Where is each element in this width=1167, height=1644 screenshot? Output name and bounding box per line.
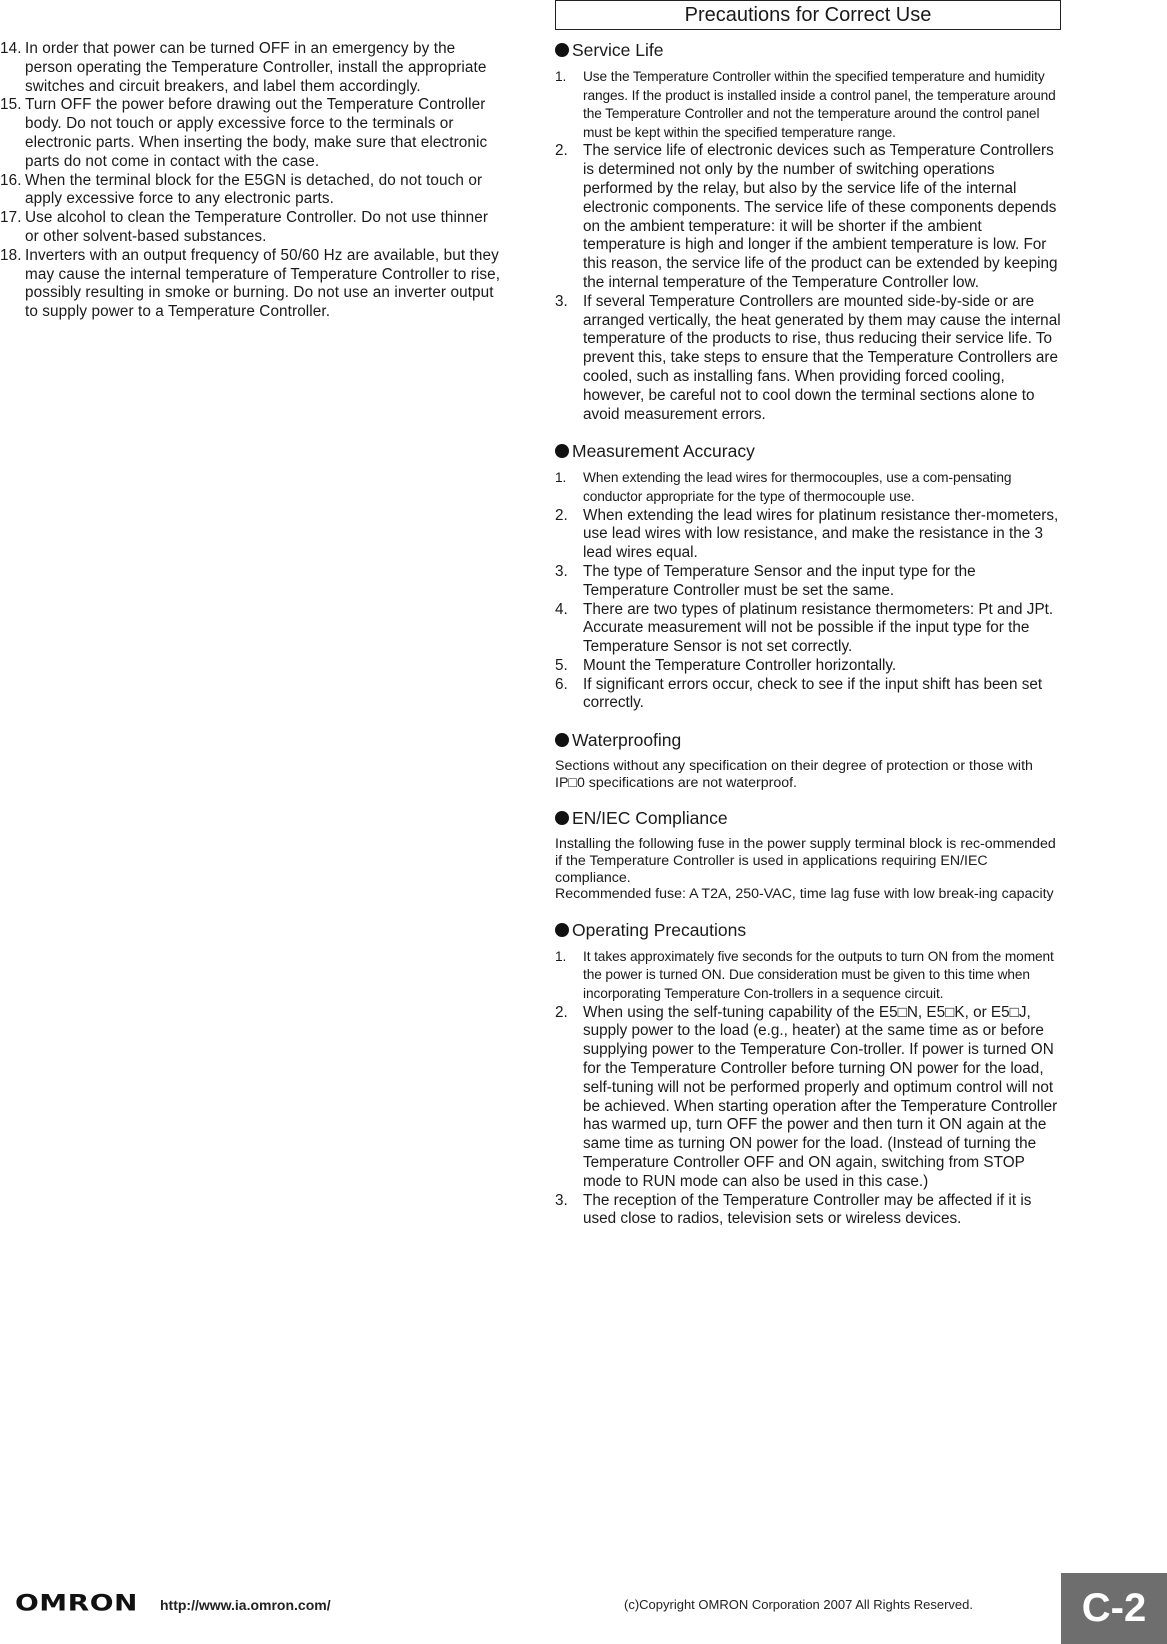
en-iec-section [555,807,1061,902]
item-text: The type of Temperature Sensor and the input type for the Temperature Controller must be set the same. [583,562,976,599]
item-text: When the terminal block for the E5GN is detached, do not touch or apply excessive force to any electronic parts. [25,171,483,208]
section-header-box [555,0,1061,30]
list-item [555,601,1061,657]
right-column [555,0,1061,1229]
service-life-list [555,68,1061,424]
item-text: Mount the Temperature Controller horizontally. [583,656,897,674]
list-item [555,1192,1061,1230]
section-heading [555,729,1061,751]
item-number: 2. [555,1003,568,1021]
item-number: 3. [555,292,568,310]
item-text: Use the Temperature Controller within the specified temperature and humidity ranges. If the product is installed inside a control panel, the temperature around the Temperature Controller and not the temperature around the control panel must be kept within the specified temperature range. [583,69,1056,140]
footer-url-link[interactable]: http://www.ia.omron.com/ [160,1597,331,1613]
list-item [0,96,502,171]
bullet-icon [555,811,569,825]
list-item [555,507,1061,563]
item-text: The service life of electronic devices such as Temperature Controllers is determined not only by the number of switching operations performed by the relay, but also by the service life of the internal electronic components. The service life of these components depends on the ambient temperature: it will be shorter if the ambient temperature is high and longer if the ambient temperature is low. For this reason, the service life of the product can be extended by keeping the internal temperature of the Temperature Controller low. [583,142,1058,291]
item-text: If several Temperature Controllers are mounted side-by-side or are arranged vertically, the heat generated by them may cause the internal temperature of the products to rise, thus reducing their service life. To prevent this, take steps to ensure that the Temperature Controllers are cooled, such as installing fans. When providing forced cooling, however, be careful not to cool down the terminal sections alone to avoid measurement errors. [583,292,1061,423]
bullet-icon [555,733,569,747]
item-number: 2. [555,506,568,524]
item-number: 15. [0,96,22,114]
item-number: 1. [555,69,567,84]
list-item [555,469,1061,506]
item-number: 18. [0,246,22,264]
bullet-icon [555,43,569,57]
section-heading [555,807,1061,829]
item-number: 6. [555,675,568,693]
precaution-list-continued [0,40,502,322]
item-number: 3. [555,1191,568,1209]
section-heading [555,919,1061,941]
item-text: When using the self-tuning capability of the E5□N, E5□K, or E5□J, supply power to the load (e.g., heater) at the same time as or before supplying power to the Temperature Con-troller. If power is turned ON for the Temperature Controller before turning ON power for the load, self-tuning will not be performed properly and optimum control will not be achieved. When starting operation after the Temperature Controller has warmed up, turn OFF the power and then turn it ON again at the same time as turning ON power for the load. (Instead of turning the Temperature Controller OFF and ON again, switching from STOP mode to RUN mode can also be used in this case.) [583,1003,1058,1190]
item-text: There are two types of platinum resistance thermometers: Pt and JPt. Accurate measurement will not be possible if the input type for the Temperature Sensor is not set correctly. [583,600,1054,656]
list-item [0,247,502,322]
section-heading [555,39,1061,61]
list-item [555,676,1061,714]
section-heading-text: Operating Precautions [572,919,747,940]
item-text: The reception of the Temperature Controller may be affected if it is used close to radios, television sets or wireless devices. [583,1191,1032,1228]
page-title: Precautions for Correct Use [684,4,932,26]
page-number-badge [1061,1573,1167,1644]
left-column [0,40,502,322]
section-heading-text: Measurement Accuracy [572,441,755,462]
item-text: If significant errors occur, check to see if the input shift has been set correctly. [583,675,1043,712]
item-number: 17. [0,209,22,227]
en-iec-text: Installing the following fuse in the power supply terminal block is rec-ommended if the Temperature Controller is used in applications requiring EN/IEC compliance. [555,836,1056,886]
page-number: C-2 [1081,1586,1147,1630]
item-text: When extending the lead wires for thermocouples, use a com-pensating conductor appropriate for the type of thermocouple use. [583,470,1012,504]
section-heading-text: Service Life [572,40,664,60]
item-text: When extending the lead wires for platinum resistance ther-mometers, use lead wires with low resistance, and make the resistance in the 3 lead wires equal. [583,506,1059,562]
item-text: Turn OFF the power before drawing out the Temperature Controller body. Do not touch or apply excessive force to the terminals or electronic parts. When inserting the body, make sure that electronic parts do not come in contact with the case. [25,96,488,170]
footer-copyright: (c)Copyright OMRON Corporation 2007 All Rights Reserved. [624,1597,973,1612]
recommended-fuse-text: Recommended fuse: A T2A, 250-VAC, time lag fuse with low break-ing capacity [555,886,1054,903]
bullet-icon [555,444,569,458]
bullet-icon [555,923,569,937]
item-text: Use alcohol to clean the Temperature Controller. Do not use thinner or other solvent-based substances. [25,209,489,245]
item-number: 1. [555,470,567,486]
list-item [0,209,502,247]
list-item [555,1004,1061,1192]
list-item [555,657,1061,676]
item-number: 3. [555,562,568,580]
list-item [0,40,502,96]
list-item [555,142,1061,292]
measurement-section [555,440,1061,713]
section-heading-text: Waterproofing [572,730,682,751]
item-number: 1. [555,948,567,964]
item-number: 14. [0,40,22,57]
item-text: Inverters with an output frequency of 50/60 Hz are available, but they may cause the internal temperature of Temperature Controller to rise, possibly resulting in smoke or burning. Do not use an inverter output to supply power to a Temperature Controller. [25,246,501,321]
item-text: In order that power can be turned OFF in an emergency by the person operating the Temperature Controller, install the appropriate switches and circuit breakers, and label them accordingly. [25,40,487,95]
operating-section [555,919,1061,1229]
item-text: It takes approximately five seconds for the outputs to turn ON from the moment the power is turned ON. Due consideration must be given to this time when incorporating Temperature Con-trollers in a sequence circuit. [583,948,1054,1002]
section-heading-text: EN/IEC Compliance [572,808,728,829]
list-item [555,68,1061,142]
operating-list [555,948,1061,1229]
section-heading [555,440,1061,462]
service-life-section [555,39,1061,424]
item-number: 16. [0,171,22,189]
item-number: 2. [555,142,568,160]
waterproofing-section [555,729,1061,791]
measurement-list [555,469,1061,713]
list-item [555,293,1061,425]
list-item [555,563,1061,601]
list-item [555,948,1061,1004]
list-item [0,172,502,210]
omron-logo: OMRON [15,1590,138,1616]
waterproofing-text: Sections without any specification on their degree of protection or those with IP□0 specifications are not waterproof. [555,758,1033,791]
item-number: 4. [555,600,568,618]
item-number: 5. [555,656,568,674]
